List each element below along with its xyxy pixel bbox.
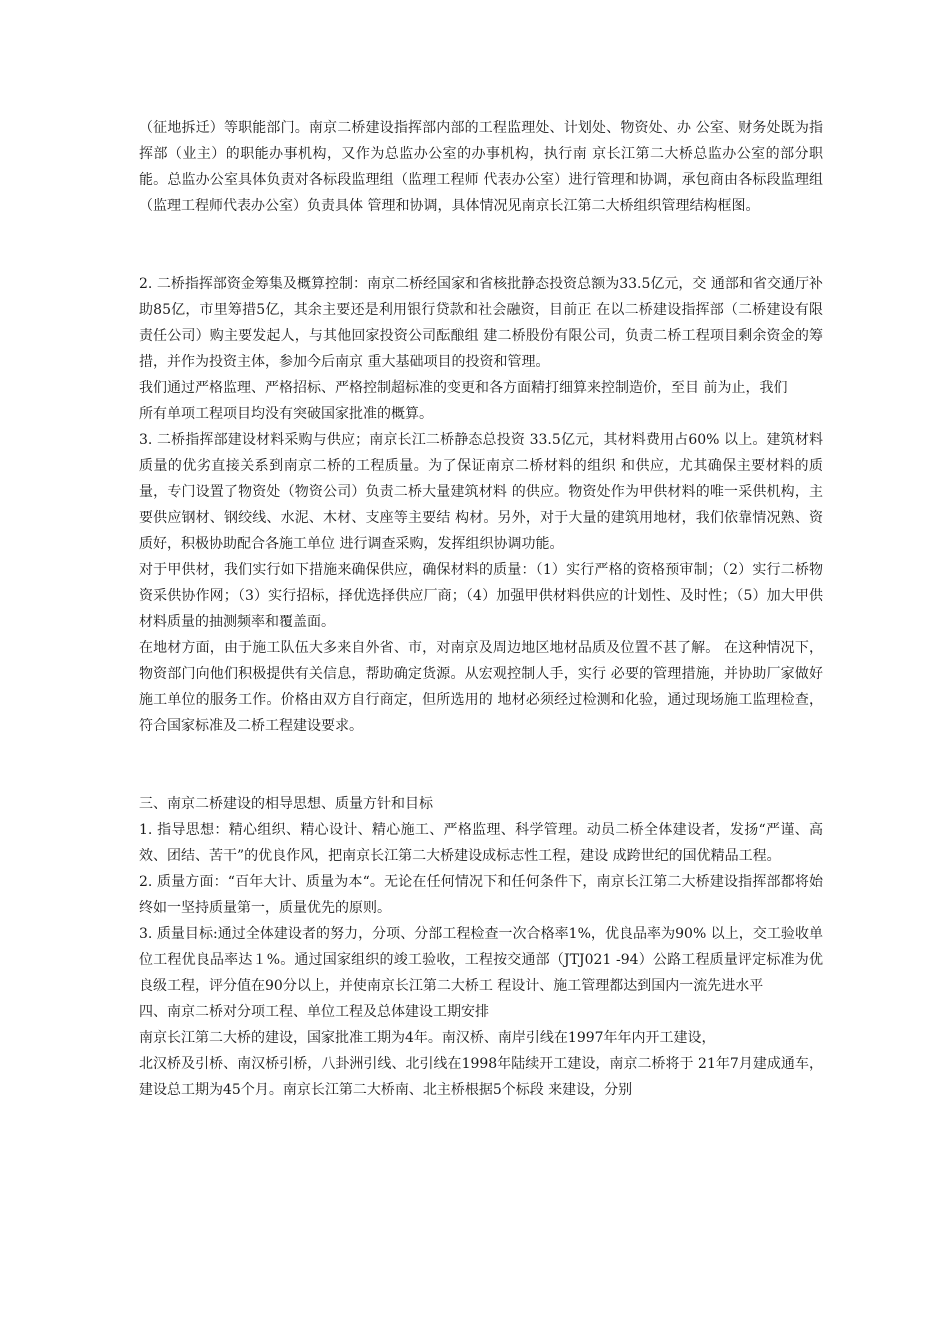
paragraph: 1. 指导思想：精心组织、精心设计、精心施工、严格监理、科学管理。动员二桥全体建设者，发扬“严谨、高效、团结、苦干”的优良作风，把南京长江第二大桥建设成标志性工程，建设 成跨世纪的国优精品工程。 — [139, 822, 823, 864]
spacer — [139, 739, 823, 791]
paragraph: 3. 二桥指挥部建设材料采购与供应；南京长江二桥静态总投资 33.5亿元，其材料费用占60% 以上。建筑材料质量的优劣直接关系到南京二桥的工程质量。为了保证南京二桥材料的组织 和供应，尤其确保主要材料的质量，专门设置了物资处（物资公司）负责二桥大量建筑材料 的供应。物资处作为甲供材料的唯一采供机构，主要供应钢材、钢绞线、水泥、木材、支座等主要结 构材。另外，对于大量的建筑用地材，我们依靠情况熟、资质好，积极协助配合各施工单位 进行调查采购，发挥组织协调功能。 — [139, 432, 823, 552]
paragraph-block-2 — [139, 271, 823, 739]
paragraph: 2. 质量方面：“百年大计、质量为本“。无论在任何情况下和任何条件下，南京长江第二大桥建设指挥部都将始终如一坚持质量第一，质量优先的原则。 — [139, 874, 823, 916]
paragraph: 在地材方面，由于施工队伍大多来自外省、市，对南京及周边地区地材品质及位置不甚了解。 在这种情况下，物资部门向他们积极提供有关信息，帮助确定货源。从宏观控制人手，实行 必要的管理措施，并协助厂家做好施工单位的服务工作。价格由双方自行商定，但所选用的 地材必须经过检测和化验，通过现场施工监理检查，符合国家标准及二桥工程建设要求。 — [139, 640, 823, 734]
paragraph-block-1 — [139, 115, 823, 219]
paragraph: （征地拆迁）等职能部门。南京二桥建设指挥部内部的工程监理处、计划处、物资处、办 公室、财务处既为指挥部（业主）的职能办事机构，又作为总监办公室的办事机构，执行南 京长江第二大桥总监办公室的部分职能。总监办公室具体负责对各标段监理组（监理工程师 代表办公室）进行管理和协调，承包商由各标段监理组（监理工程师代表办公室）负责具体 管理和协调，具体情况见南京长江第二大桥组织管理结构框图。 — [139, 120, 823, 214]
paragraph: 2. 二桥指挥部资金筹集及概算控制：南京二桥经国家和省核批静态投资总额为33.5亿元，交 通部和省交通厅补助85亿，市里筹措5亿，其余主要还是利用银行贷款和社会融资，目前正 在以二桥建设指挥部（二桥建设有限责任公司）购主要发起人，与其他回家投资公司酝酿组 建二桥股份有限公司，负责二桥工程项目剩余资金的筹措，并作为投资主体，参加今后南京 重大基础项目的投资和管理。 — [139, 276, 823, 370]
paragraph-block-3 — [139, 791, 823, 1103]
paragraph: 对于甲供材，我们实行如下措施来确保供应，确保材料的质量：（1）实行严格的资格预审制；（2）实行二桥物资采供协作网；（3）实行招标，择优选择供应厂商；（4）加强甲供材料供应的计划性、及时性；（5）加大甲供材料质量的抽测频率和覆盖面。 — [139, 562, 823, 630]
paragraph: 3. 质量目标:通过全体建设者的努力，分项、分部工程检查一次合格率1%，优良品率为90% 以上，交工验收单位工程优良品率达１%。通过国家组织的竣工验收，工程按交通部（JTJ021 -94）公路工程质量评定标准为优良级工程，评分值在90分以上，并使南京长江第二大桥工 程设计、施工管理都达到国内一流先进水平 — [139, 926, 823, 994]
paragraph: 所有单项工程项目均没有突破国家批准的概算。 — [139, 406, 433, 422]
section-heading: 四、南京二桥对分项工程、单位工程及总体建设工期安排 — [139, 1004, 489, 1020]
document-page — [139, 115, 823, 1103]
spacer — [139, 219, 823, 271]
paragraph: 我们通过严格监理、严格招标、严格控制超标准的变更和各方面精打细算来控制造价，至目 前为止，我们 — [139, 380, 788, 396]
section-heading: 三、南京二桥建设的相导思想、质量方针和目标 — [139, 796, 433, 812]
paragraph: 南京长江第二大桥的建设，国家批准工期为4年。南汉桥、南岸引线在1997年年内开工建设， — [139, 1030, 716, 1046]
paragraph: 北汉桥及引桥、南汉桥引桥，八卦洲引线、北引线在1998年陆续开工建设，南京二桥将于 21年7月建成通车，建设总工期为45个月。南京长江第二大桥南、北主桥根据5个标段 来建设，分别 — [139, 1056, 823, 1098]
